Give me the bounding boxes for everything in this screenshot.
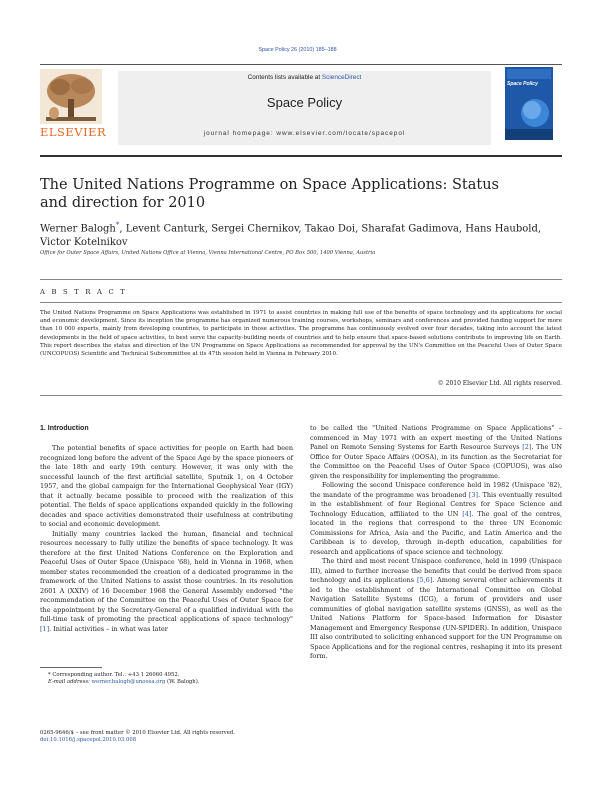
elsevier-tree-logo (40, 69, 102, 124)
abstract-head-rule (40, 302, 562, 303)
corresponding-author-mark[interactable]: * (115, 221, 120, 229)
header-top-rule (40, 64, 562, 65)
email-line (40, 679, 300, 686)
journal-name: Space Policy (266, 95, 343, 110)
journal-cover-image (505, 67, 553, 140)
paragraph-text: . Among several other achievements it led to the establishment of the International Committee on Global Navigation Satellite Systems (ICG), a forum of providers and user communities of global navigation satellite systems (GNSS), as well as the United Nations Platform for Space-based Information for Disaster Management and Emergency Response (UN-SPIDER). In addition, Unispace III also contributed to soliciting enhanced support for the UN Programme on Space Applications and for the regional centres, reshaping it into its present form. (310, 576, 562, 660)
footnote (40, 672, 300, 687)
left-column (40, 444, 293, 634)
doi-link[interactable]: doi:10.1016/j.spacepol.2010.03.008 (40, 737, 137, 744)
section-heading: 1. Introduction (40, 425, 89, 432)
article-title: The United Nations Programme on Space Applications: Status and direction for 2010 (40, 177, 499, 211)
paragraph-text: . The UN Office for Outer Space Affairs (OOSA), in its function as the Secretariat for the Committee on the Peaceful Uses of Outer Space (COPUOS), was also given the responsibility for implementing the programme. (310, 443, 562, 480)
abstract-bottom-rule (40, 395, 562, 396)
affiliation: Office for Outer Space Affairs, United Nations Office at Vienna, Vienna International Centre, PO Box 500, 1400 Vienna, Austria (40, 250, 376, 256)
other-authors: , Levent Canturk, Sergei Chernikov, Takao Doi, Sharafat Gadimova, Hans Haubold, Victor Kotelnikov (40, 223, 542, 249)
abstract-text: The United Nations Programme on Space Applications was established in 1971 to assist countries in making full use of the benefits of space technology and its applications for social and economic development. Since its inception the programme has organized numerous training courses, workshops, seminars and conferences and provided funding support for more than 10 000 experts, mainly from developing countries, to participate in those activities. The programme has continuously evolved over four decades, taking into account the latest developments in the field of space activities, to best serve the capacity-building needs of countries and to help ensure that space-based solutions contribute to improving life on Earth. This report describes the status and direction of the UN Programme on Space Applications as recommended for approval by the UN's Committee on the Peaceful Uses of Outer Space (UNCOPUOS) Scientific and Technical Subcommittee at its 47th session held in Vienna in February 2010. (40, 310, 562, 358)
paragraph: The potential benefits of space activities for people on Earth had been recognized long before the advent of the Space Age by the space pioneers of the late 18th and early 19th century. However, it was only with the successful launch of the first artificial satellite, Sputnik 1, on 4 October 1957, and the global campaign for the International Geophysical Year (IGY) that it actually became possible to proceed with the realization of this potential. The fields of space applications expanded quickly in the following decades and space activities demonstrated their usefulness at contributing to social and economic development. (40, 444, 293, 528)
email-link[interactable]: werner.balogh@unoosa.org (91, 679, 166, 686)
reference-link[interactable]: [5,6] (416, 576, 433, 584)
abstract-heading: A B S T R A C T (40, 288, 127, 296)
paragraph-text: . The goal of the centres, located in the regions that correspond to the three UN Economic Commissions for Africa, Asia and the Pacific, and Latin America and the Caribbean is to develop, through in-depth education, capabilities for research and applications of space science and technology. (310, 509, 563, 556)
paragraph (310, 557, 562, 662)
issn-block (40, 730, 340, 745)
author-list (40, 218, 560, 250)
email-suffix: (W. Balogh). (165, 679, 200, 686)
email-label: E-mail address: (48, 679, 92, 686)
reference-link[interactable]: [2] (522, 443, 532, 451)
footnote-rule (40, 667, 102, 668)
journal-citation[interactable]: Space Policy 26 (2010) 185–188 (258, 47, 337, 53)
paragraph-text: The third and most recent Unispace conference, held in 1999 (Unispace III), aimed to further increase the benefits that could be derived from space technology and its applications (310, 557, 562, 584)
journal-homepage[interactable]: journal homepage: www.elsevier.com/locate/spacepol (203, 130, 406, 137)
issn-line: 0265-9646/$ – see front matter © 2010 Elsevier Ltd. All rights reserved. (40, 730, 235, 736)
paragraph (40, 530, 293, 635)
header-bottom-rule (40, 155, 562, 157)
corresponding-author: Werner Balogh (40, 223, 116, 235)
contents-prefix: Contents lists available at (247, 74, 322, 81)
paragraph (310, 481, 562, 557)
reference-link[interactable]: [4] (462, 509, 472, 518)
cover-title: Space Policy (507, 81, 538, 87)
paragraph-text: to be called the "United Nations Programme on Space Applications" – commenced in May 1971 with an expert meeting of the United Nations Panel on Remote Sensing Systems for Earth Resource Surveys (310, 424, 562, 451)
contents-available (118, 74, 491, 81)
reference-link[interactable]: [1] (40, 624, 50, 633)
right-column (310, 424, 562, 662)
abstract-top-rule (40, 279, 562, 280)
paragraph-text: . Initial activities – in what was later (49, 624, 168, 633)
sciencedirect-link[interactable]: ScienceDirect (321, 74, 362, 81)
corresponding-author-note: * Corresponding author. Tel.: +43 1 26060 4952. (48, 672, 180, 678)
paragraph-text: Initially many countries lacked the human, financial and technical resources necessary to fully utilize the benefits of space technology. It was therefore at the first United Nations Conference on the Exploration and Peaceful Uses of Outer Space (Unispace '68), held in Vienna in 1968, when member states recommended the creation of a dedicated programme in the framework of the United Nations to assist those countries. In its resolution 2601 A (XXIV) of 16 December 1968 the General Assembly endorsed "the recommendation of the Committee on the Peaceful Uses of Outer Space for the appointment by the Secretary-General of a qualified individual with the full-time task of promoting the practical applications of space technology" (40, 529, 293, 623)
paragraph-text: Following the second Unispace conference held in 1982 (Unispace '82), the mandate of the programme was broadened (310, 481, 562, 499)
copyright-notice: © 2010 Elsevier Ltd. All rights reserved. (437, 380, 562, 387)
paragraph (310, 424, 562, 481)
reference-link[interactable]: [3] (468, 490, 479, 499)
cover-art (505, 67, 553, 140)
paragraph-text: . This eventually resulted in the establishment of four Regional Centres for Space Science and Technology Education, affiliated to the UN (310, 490, 562, 518)
publisher-name: ELSEVIER (40, 125, 107, 139)
